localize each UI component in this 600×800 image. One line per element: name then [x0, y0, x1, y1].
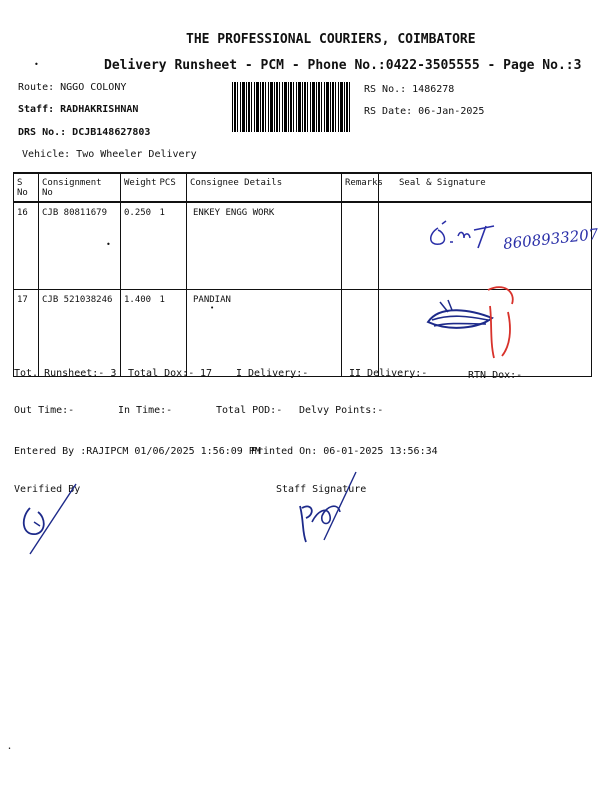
rtn-dox: RTN Dox:- [468, 370, 523, 381]
row-remarks [342, 290, 379, 377]
row-consignment: CJB 521038246 [39, 290, 121, 377]
vehicle-label: Vehicle: Two Wheeler Delivery [22, 149, 197, 160]
table-header-row [14, 173, 592, 202]
row-consignee: PANDIAN [187, 290, 342, 377]
row-pcs: 1 [157, 202, 187, 290]
verified-by-label: Verified By [14, 484, 81, 495]
row-sno: 16 [14, 202, 39, 290]
route-label: Route: NGGO COLONY [18, 82, 127, 93]
out-time: Out Time:- [14, 405, 75, 416]
row-weight: 0.250 [121, 202, 157, 290]
drs-number: DRS No.: DCJB148627803 [18, 127, 151, 138]
row-sno: 17 [14, 290, 39, 377]
total-dox-value: 17 [200, 368, 213, 379]
entered-by: Entered By :RAJIPCM 01/06/2025 1:56:09 PM [14, 446, 261, 457]
handwritten-phone: 8608933207 [502, 225, 600, 253]
dot-mark: • [106, 240, 111, 249]
row-remarks [342, 202, 379, 290]
col-weight: Weight [121, 173, 157, 202]
company-title: THE PROFESSIONAL COURIERS, COIMBATORE [186, 32, 476, 47]
barcode [232, 82, 350, 132]
total-pod: Total POD:- [216, 405, 283, 416]
staff-signature-label: Staff Signature [276, 484, 367, 495]
row-consignment: CJB 80811679 [39, 202, 121, 290]
col-sno: S No [14, 173, 39, 202]
row-weight: 1.400 [121, 290, 157, 377]
staff-label: Staff: RADHAKRISHNAN [18, 104, 139, 115]
delvy-points: Delvy Points:- [299, 405, 384, 416]
i-delivery: I Delivery:- [236, 368, 309, 379]
rs-date: RS Date: 06-Jan-2025 [364, 106, 485, 117]
staff-signature-mark [294, 466, 394, 556]
dot-mark: • [8, 746, 12, 752]
col-pcs: PCS [157, 173, 187, 202]
runsheet-subtitle: Delivery Runsheet - PCM - Phone No.:0422-3505555 - Page No.:3 [104, 58, 582, 73]
col-remarks: Remarks [342, 173, 379, 202]
row-pcs: 1 [157, 290, 187, 377]
col-consignment: Consignment No [39, 173, 121, 202]
verified-signature [16, 478, 86, 558]
in-time: In Time:- [118, 405, 173, 416]
dot-mark: • [210, 304, 215, 312]
col-seal: Seal & Signature [379, 173, 592, 202]
rs-number: RS No.: 1486278 [364, 84, 455, 95]
total-dox-label: Total Dox:- [128, 368, 195, 379]
signature-row-17 [420, 282, 530, 362]
printed-on: Printed On: 06-01-2025 13:56:34 [251, 446, 438, 457]
ii-delivery: II Delivery:- [349, 368, 428, 379]
row-consignee: ENKEY ENGG WORK [187, 202, 342, 290]
tot-runsheet: Tot. Runsheet:- 3 [14, 368, 117, 379]
col-consignee: Consignee Details [187, 173, 342, 202]
dot-mark: • [34, 60, 39, 69]
